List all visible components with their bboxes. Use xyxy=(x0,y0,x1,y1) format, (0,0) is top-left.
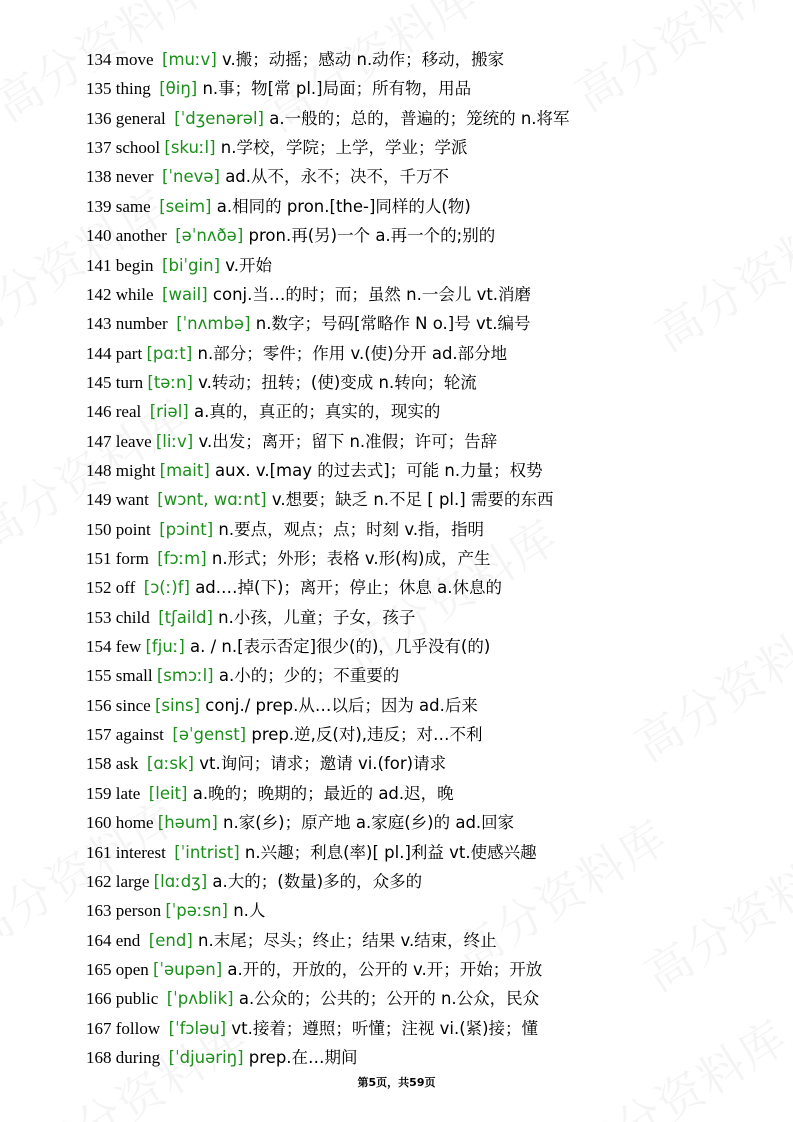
vocab-entry xyxy=(86,867,422,896)
entry-number: 161 xyxy=(86,842,112,862)
entry-spacer xyxy=(151,520,160,539)
entry-number: 144 xyxy=(86,343,112,363)
entry-phonetic: [həum] xyxy=(157,813,218,833)
entry-definition: pron.再(另)一个 a.再一个的;别的 xyxy=(243,226,496,246)
entry-definition: a.大的；(数量)多的，众多的 xyxy=(207,871,423,891)
entry-definition: aux. v.[may 的过去式]；可能 n.力量；权势 xyxy=(209,460,543,480)
entry-number: 142 xyxy=(86,284,112,304)
entry-word: public xyxy=(115,989,159,1009)
entry-word: thing xyxy=(115,79,151,99)
entry-definition: a.晚的；晚期的；最近的 ad.迟，晚 xyxy=(187,783,454,803)
entry-word: ask xyxy=(115,754,139,774)
entry-spacer xyxy=(150,608,159,627)
entry-phonetic: [skuːl] xyxy=(164,138,216,158)
entry-spacer xyxy=(160,1048,169,1067)
entry-phonetic: [wɔnt, wɑːnt] xyxy=(157,490,267,510)
entry-phonetic: [ˈnevə] xyxy=(162,167,220,187)
entry-number: 155 xyxy=(86,666,112,686)
vocab-entry xyxy=(86,280,531,309)
vocab-entry xyxy=(86,133,467,162)
entry-word: late xyxy=(115,783,141,803)
entry-spacer xyxy=(154,50,163,69)
vocab-entry xyxy=(86,544,490,573)
entry-word: off xyxy=(115,578,136,598)
entry-word: large xyxy=(115,871,150,891)
entry-definition: v.想要；缺乏 n.不足 [ pl.] 需要的东西 xyxy=(266,490,554,510)
entry-number: 146 xyxy=(86,402,112,422)
entry-word: home xyxy=(115,813,154,833)
entry-word: school xyxy=(115,138,161,158)
entry-phonetic: [ˈəupən] xyxy=(153,959,223,979)
entry-definition: n.小孩，儿童；子女，孩子 xyxy=(212,607,416,627)
entry-definition: a.相同的 pron.[the-]同样的人(物) xyxy=(211,196,471,216)
entry-spacer xyxy=(154,285,163,304)
entry-number: 154 xyxy=(86,637,112,656)
entry-number: 137 xyxy=(86,138,112,158)
vocab-entry xyxy=(86,192,471,221)
entry-definition: vt.询问；请求；邀请 vi.(for)请求 xyxy=(193,754,447,774)
vocab-entry xyxy=(86,896,265,925)
entry-number: 158 xyxy=(86,754,112,774)
entry-spacer xyxy=(151,197,160,216)
entry-word: follow xyxy=(115,1018,161,1038)
entry-word: interest xyxy=(115,842,166,862)
vocab-entry xyxy=(86,427,497,456)
entry-definition: n.兴趣；利息(率)[ pl.]利益 vt.使感兴趣 xyxy=(239,842,537,862)
entry-number: 138 xyxy=(86,167,112,187)
entry-phonetic: [seim] xyxy=(159,196,212,216)
entry-definition: n.数字；号码[常略作 N o.]号 vt.编号 xyxy=(250,314,531,334)
entry-spacer xyxy=(141,402,150,421)
entry-definition: n.形式；外形；表格 v.形(构)成，产生 xyxy=(206,549,491,568)
entry-number: 141 xyxy=(86,255,112,275)
entry-number: 147 xyxy=(86,431,112,451)
entry-word: never xyxy=(115,167,154,187)
vocab-entry xyxy=(86,339,507,368)
vocab-entry xyxy=(86,1043,358,1072)
entry-definition: a.一般的；总的，普遍的；笼统的 n.将军 xyxy=(263,108,570,128)
entry-number: 135 xyxy=(86,79,112,99)
entry-number: 164 xyxy=(86,930,112,950)
entry-number: 148 xyxy=(86,460,112,480)
entry-definition: a.真的，真正的；真实的，现实的 xyxy=(188,402,441,422)
vocab-entry xyxy=(86,309,530,338)
vocab-entry xyxy=(86,691,478,720)
entry-definition: vt.接着；遵照；听懂；注视 vi.(紧)接；懂 xyxy=(226,1018,539,1038)
entry-word: small xyxy=(115,666,153,686)
vocab-entry xyxy=(86,838,537,867)
entry-phonetic: [wail] xyxy=(162,284,208,304)
vocab-entry xyxy=(86,162,449,191)
entry-spacer xyxy=(158,989,167,1008)
vocab-entry xyxy=(86,456,543,485)
entry-spacer xyxy=(154,167,163,186)
entry-number: 153 xyxy=(86,607,112,627)
entry-spacer xyxy=(140,931,149,950)
entry-number: 156 xyxy=(86,695,112,715)
vocab-entry xyxy=(86,45,504,74)
entry-spacer xyxy=(138,754,147,773)
entry-definition: a.开的，开放的，公开的 v.开；开始；开放 xyxy=(222,959,543,979)
vocab-entry xyxy=(86,221,495,250)
entry-definition: n.要点，观点；点；时刻 v.指，指明 xyxy=(213,519,485,539)
entry-word: while xyxy=(115,284,154,304)
entry-number: 149 xyxy=(86,490,112,510)
entry-number: 134 xyxy=(86,50,112,69)
entry-phonetic: [ˈdjuəriŋ] xyxy=(168,1047,244,1067)
entry-word: leave xyxy=(115,431,152,451)
vocab-entry xyxy=(86,368,477,397)
entry-definition: v.搬；动摇；感动 n.动作；移动，搬家 xyxy=(216,50,505,69)
entry-word: form xyxy=(115,549,149,568)
entry-phonetic: [təːn] xyxy=(147,372,193,392)
vocab-entry xyxy=(86,749,446,778)
entry-definition: v.转动；扭转；(使)变成 n.转向；轮流 xyxy=(192,372,477,392)
entry-phonetic: [pɔint] xyxy=(159,519,214,539)
entry-definition: prep.在…期间 xyxy=(243,1047,358,1067)
entry-word: another xyxy=(115,226,167,246)
vocab-entry xyxy=(86,251,272,280)
entry-word: general xyxy=(115,108,166,128)
entry-word: person xyxy=(115,901,162,921)
entry-number: 139 xyxy=(86,196,112,216)
entry-phonetic: [ɑːsk] xyxy=(146,754,194,774)
entry-phonetic: [ɔ(ː)f] xyxy=(143,578,190,598)
vocab-entry xyxy=(86,603,415,632)
vocab-entry xyxy=(86,485,553,514)
page-footer xyxy=(0,1074,793,1090)
entry-word: move xyxy=(115,50,154,69)
vocab-entry xyxy=(86,984,539,1013)
entry-number: 167 xyxy=(86,1018,112,1038)
entry-number: 166 xyxy=(86,989,112,1009)
vocab-entry xyxy=(86,632,490,661)
vocab-entry xyxy=(86,779,454,808)
entry-number: 151 xyxy=(86,549,112,568)
entry-number: 140 xyxy=(86,226,112,246)
entry-phonetic: [əˈnʌðə] xyxy=(175,226,244,246)
watermark xyxy=(561,1001,793,1122)
entry-phonetic: [riəl] xyxy=(149,402,189,422)
entry-word: want xyxy=(115,490,149,510)
watermark xyxy=(641,181,793,364)
vocab-entry xyxy=(86,104,570,133)
entry-phonetic: [sins] xyxy=(154,695,201,715)
entry-word: real xyxy=(115,402,142,422)
entry-phonetic: [ˈfɔləu] xyxy=(168,1018,227,1038)
entry-number: 165 xyxy=(86,959,112,979)
entry-definition: n.学校，学院；上学，学业；学派 xyxy=(215,138,468,158)
vocab-entry xyxy=(86,74,471,103)
entry-definition: n.家(乡)；原产地 a.家庭(乡)的 ad.回家 xyxy=(217,813,515,833)
vocab-entry xyxy=(86,808,514,837)
entry-definition: ad.…掉(下)；离开；停止；休息 a.休息的 xyxy=(189,578,503,598)
entry-phonetic: [muːv] xyxy=(162,50,217,69)
entry-word: since xyxy=(115,695,151,715)
entry-number: 152 xyxy=(86,578,112,598)
entry-number: 159 xyxy=(86,783,112,803)
entry-number: 163 xyxy=(86,901,112,921)
vocab-entry xyxy=(86,926,497,955)
entry-number: 160 xyxy=(86,813,112,833)
entry-phonetic: [ˈpʌblik] xyxy=(166,989,234,1009)
entry-phonetic: [fɔːm] xyxy=(157,549,207,568)
entry-spacer xyxy=(140,784,149,803)
entry-number: 168 xyxy=(86,1047,112,1067)
entry-phonetic: [pɑːt] xyxy=(146,343,193,363)
entry-phonetic: [fjuː] xyxy=(145,637,185,656)
entry-phonetic: [ˈnʌmbə] xyxy=(176,314,251,334)
entry-phonetic: [mait] xyxy=(159,460,210,480)
vocab-entry xyxy=(86,1014,538,1043)
entry-word: point xyxy=(115,519,151,539)
entry-definition: a.小的；少的；不重要的 xyxy=(213,666,400,686)
entry-phonetic: [ˈpəːsn] xyxy=(165,901,228,921)
entry-phonetic: [lɑːdʒ] xyxy=(153,871,208,891)
entry-phonetic: [θiŋ] xyxy=(159,79,198,99)
watermark xyxy=(621,591,793,774)
page-number: 第5页，共59页 xyxy=(357,1076,436,1089)
entry-definition: n.人 xyxy=(227,901,266,921)
entry-phonetic: [leit] xyxy=(148,783,188,803)
entry-spacer xyxy=(151,79,160,98)
entry-definition: a.公众的；公共的；公开的 n.公众，民众 xyxy=(233,989,540,1009)
entry-definition: n.末尾；尽头；终止；结果 v.结束，终止 xyxy=(192,930,497,950)
entry-word: begin xyxy=(115,255,154,275)
entry-definition: ad.从不，永不；决不，千万不 xyxy=(219,167,450,187)
entry-definition: conj.当…的时；而；虽然 n.一会儿 vt.消磨 xyxy=(207,284,532,304)
watermark xyxy=(631,821,793,1004)
vocab-entry xyxy=(86,515,484,544)
entry-phonetic: [biˈgin] xyxy=(162,255,221,275)
entry-spacer xyxy=(168,314,177,333)
entry-definition: v.开始 xyxy=(220,255,272,275)
entry-spacer xyxy=(160,1019,169,1038)
entry-definition: n.部分；零件；作用 v.(使)分开 ad.部分地 xyxy=(192,343,508,363)
entry-number: 157 xyxy=(86,725,112,745)
vocab-entry xyxy=(86,573,502,602)
entry-word: during xyxy=(115,1047,161,1067)
entry-phonetic: [ˈintrist] xyxy=(174,842,240,862)
entry-spacer xyxy=(135,578,144,597)
entry-phonetic: [liːv] xyxy=(155,431,194,451)
entry-word: open xyxy=(115,959,149,979)
watermark xyxy=(561,0,793,125)
entry-word: part xyxy=(115,343,143,363)
entry-spacer xyxy=(154,256,163,275)
entry-number: 136 xyxy=(86,108,112,128)
entry-spacer xyxy=(166,109,175,128)
entry-phonetic: [smɔːl] xyxy=(156,666,214,686)
entry-definition: prep.逆,反(对),违反；对…不利 xyxy=(246,725,483,745)
entry-phonetic: [tʃaild] xyxy=(158,607,213,627)
entry-word: against xyxy=(115,725,164,745)
entry-word: might xyxy=(115,460,156,480)
vocab-entry xyxy=(86,955,542,984)
entry-word: end xyxy=(115,930,141,950)
vocab-entry xyxy=(86,661,399,690)
entry-number: 143 xyxy=(86,314,112,334)
entry-word: turn xyxy=(115,372,144,392)
vocab-entry xyxy=(86,397,440,426)
entry-spacer xyxy=(167,226,176,245)
entry-word: same xyxy=(115,196,151,216)
entry-word: child xyxy=(115,607,150,627)
entry-phonetic: [end] xyxy=(148,930,193,950)
entry-phonetic: [əˈgenst] xyxy=(172,725,247,745)
entry-definition: n.事；物[常 pl.]局面；所有物，用品 xyxy=(197,79,472,99)
entry-number: 150 xyxy=(86,519,112,539)
entry-definition: conj./ prep.从…以后；因为 ad.后来 xyxy=(200,695,478,715)
entry-word: number xyxy=(115,314,168,334)
entry-definition: a. / n.[表示否定]很少(的)，几乎没有(的) xyxy=(184,637,491,656)
entry-definition: v.出发；离开；留下 n.准假；许可；告辞 xyxy=(193,431,498,451)
vocab-entry xyxy=(86,720,483,749)
entry-word: few xyxy=(115,637,142,656)
entry-number: 145 xyxy=(86,372,112,392)
entry-phonetic: [ˈdʒenərəl] xyxy=(174,108,264,128)
entry-number: 162 xyxy=(86,871,112,891)
